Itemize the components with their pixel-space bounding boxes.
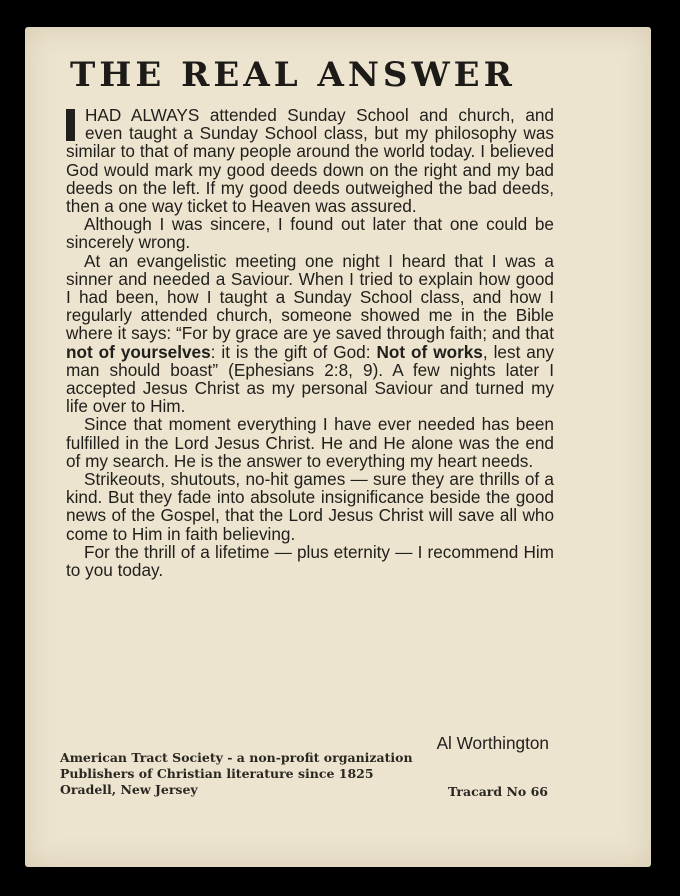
tracard-number: Tracard No 66	[448, 784, 548, 799]
paragraph-4: Since that moment everything I have ever needed has been fulfilled in the Lord Jesus Christ. He and He alone was the end of my search. He is the answer to everything my heart needs.	[66, 414, 554, 471]
card-body	[66, 106, 554, 579]
paragraph-3: At an evangelistic meeting one night I heard that I was a sinner and needed a Saviour. When I tried to explain how good I had been, how I taught a Sunday School class, and how I regularly attended church, someone showed me in the Bible where it says: “For by grace are ye saved through faith; and that not of yourselves: it is the gift of God: Not of works, lest any man should boast” (Ephesians 2:8, 9). A few nights later I accepted Jesus Christ as my personal Saviour and turned my life over to Him.	[66, 250, 554, 417]
emphasis-text: Not of works	[376, 341, 483, 362]
paragraph-6: For the thrill of a lifetime — plus eternity — I recommend Him to you today.	[66, 541, 554, 581]
publisher-name: American Tract Society - a non-profit organization	[60, 750, 413, 765]
publisher-tagline: Publishers of Christian literature since 1825	[60, 766, 374, 781]
paragraph-1	[66, 106, 554, 215]
author-signature: Al Worthington	[436, 733, 549, 753]
drop-cap-i	[66, 109, 75, 141]
emphasis-text: not of yourselves	[66, 341, 211, 362]
paragraph-5: Strikeouts, shutouts, no-hit games — sure they are thrills of a kind. But they fade into absolute insignificance beside the good news of the Gospel, that the Lord Jesus Christ will save all who come to Him in faith believing.	[66, 469, 554, 544]
paragraph-2: Although I was sincere, I found out later that one could be sincerely wrong.	[66, 214, 554, 253]
publisher-location: Oradell, New Jersey	[60, 782, 198, 797]
card-title: THE REAL ANSWER	[70, 55, 516, 95]
paragraph-1-text: HAD ALWAYS attended Sunday School and church, and even taught a Sunday School class, but my philosophy was similar to that of many people around the world today. I believed God would mark my good deeds down on the right and my bad deeds on the left. If my good deeds outweighed the bad deeds, then a one way ticket to Heaven was assured.	[66, 105, 554, 217]
